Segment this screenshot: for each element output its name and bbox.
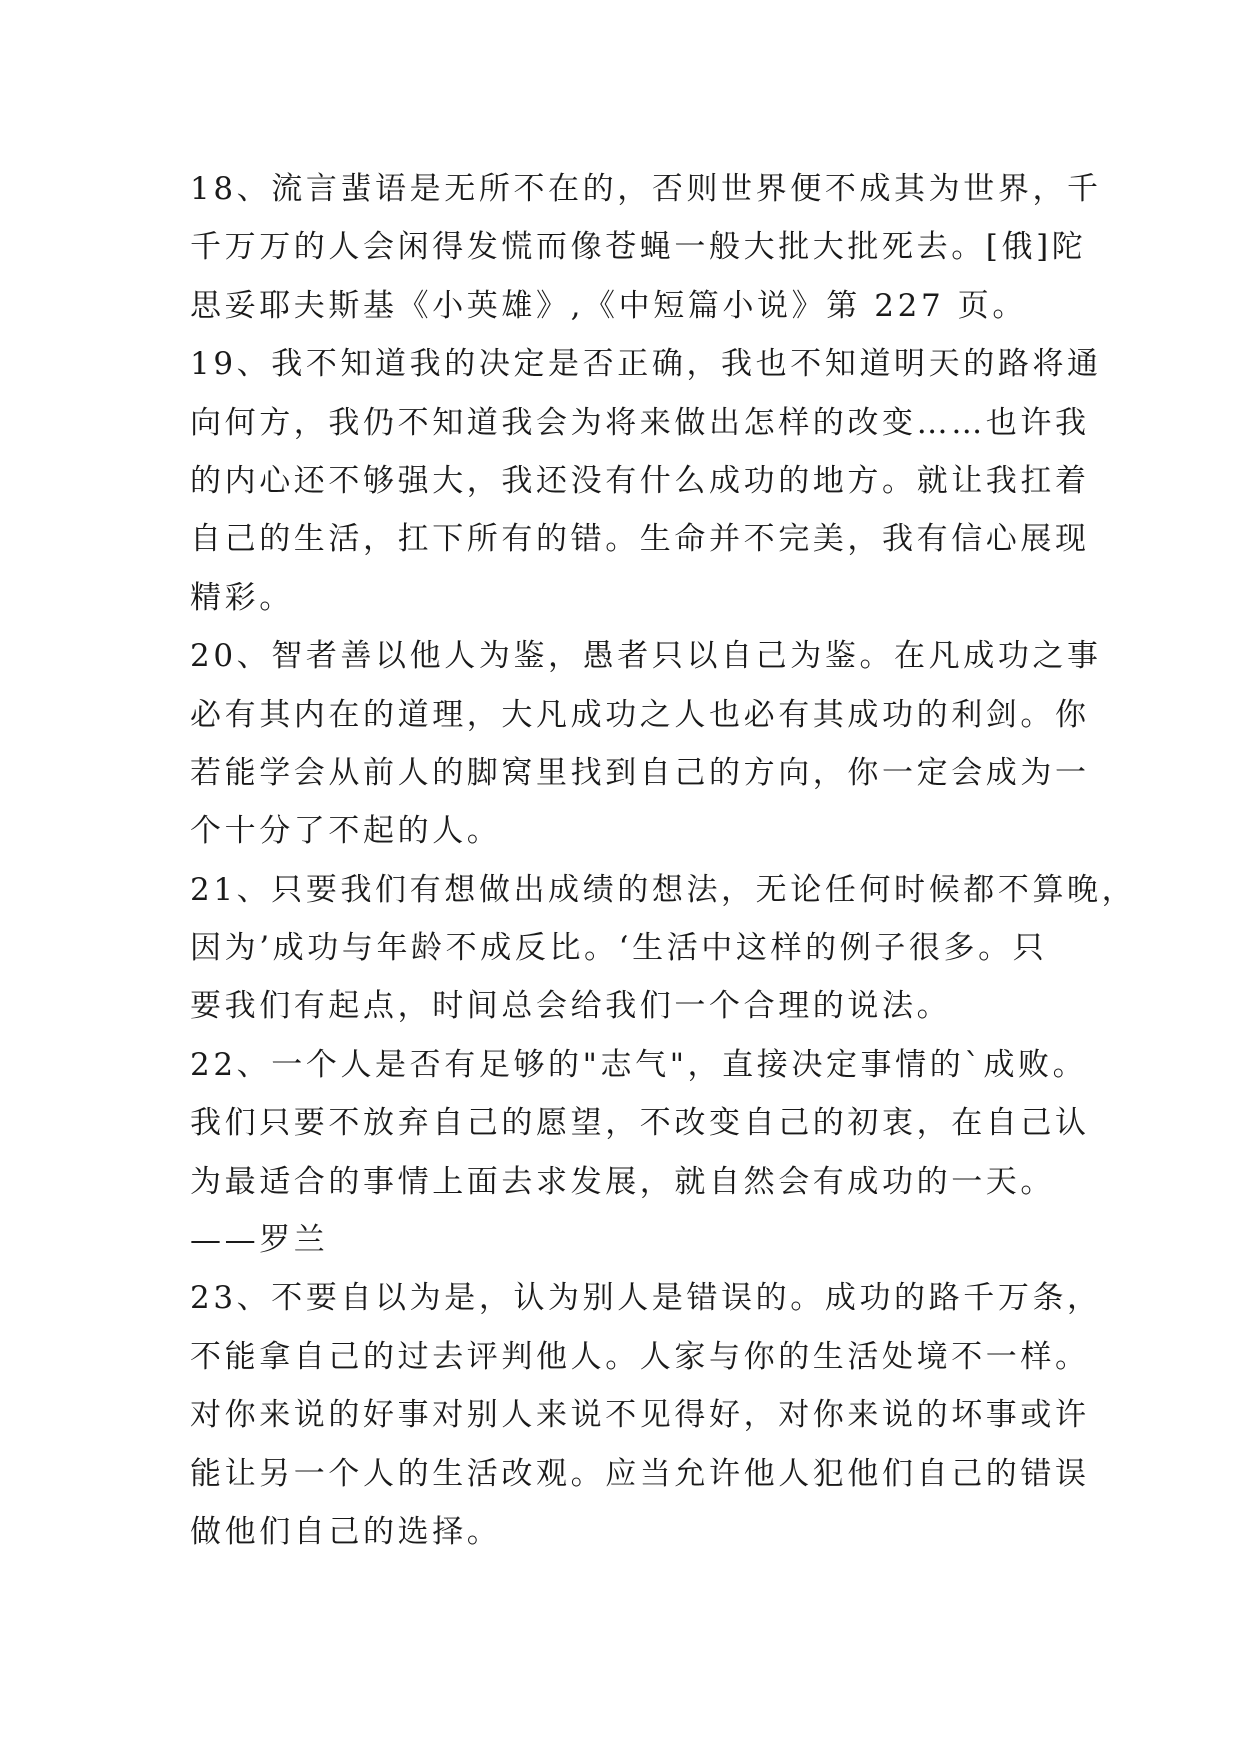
text-line: 为最适合的事情上面去求发展，就自然会有成功的一天。 bbox=[190, 1163, 1055, 1200]
text-line: 不能拿自己的过去评判他人。人家与你的生活处境不一样。 bbox=[190, 1338, 1090, 1375]
text-line: 思妥耶夫斯基《小英雄》,《中短篇小说》第 227 页。 bbox=[190, 287, 1027, 324]
text-line: 精彩。 bbox=[190, 579, 294, 616]
text-line: 因为’成功与年龄不成反比。‘生活中这样的例子很多。只 bbox=[190, 930, 1048, 967]
text-line: 我们只要不放弃自己的愿望，不改变自己的初衷，在自己认 bbox=[190, 1105, 1090, 1142]
text-line: 的内心还不够强大，我还没有什么成功的地方。就让我扛着 bbox=[190, 462, 1090, 499]
text-line: 21、只要我们有想做出成绩的想法，无论任何时候都不算晚， bbox=[190, 871, 1137, 908]
text-line: 要我们有起点，时间总会给我们一个合理的说法。 bbox=[190, 988, 952, 1025]
text-line: 19、我不知道我的决定是否正确，我也不知道明天的路将通 bbox=[190, 346, 1102, 383]
text-line: 个十分了不起的人。 bbox=[190, 813, 502, 850]
text-line: 向何方，我仍不知道我会为将来做出怎样的改变……也许我 bbox=[190, 404, 1090, 441]
text-line: 23、不要自以为是，认为别人是错误的。成功的路千万条， bbox=[190, 1280, 1102, 1317]
text-line: 对你来说的好事对别人来说不见得好，对你来说的坏事或许 bbox=[190, 1397, 1090, 1434]
text-line: 做他们自己的选择。 bbox=[190, 1513, 502, 1550]
document-body bbox=[190, 160, 1137, 1561]
text-line: 必有其内在的道理，大凡成功之人也必有其成功的利剑。你 bbox=[190, 696, 1090, 733]
text-line: 18、流言蜚语是无所不在的，否则世界便不成其为世界，千 bbox=[190, 171, 1102, 207]
text-line: 能让另一个人的生活改观。应当允许他人犯他们自己的错误 bbox=[190, 1455, 1090, 1492]
text-line: ——罗兰 bbox=[190, 1222, 329, 1259]
text-line: 千万万的人会闲得发慌而像苍蝇一般大批大批死去。[俄]陀 bbox=[190, 229, 1087, 266]
text-line: 22、一个人是否有足够的"志气"，直接决定事情的`成败。 bbox=[190, 1046, 1088, 1083]
text-line: 20、智者善以他人为鉴，愚者只以自己为鉴。在凡成功之事 bbox=[190, 638, 1102, 675]
text-line: 若能学会从前人的脚窝里找到自己的方向，你一定会成为一 bbox=[190, 754, 1090, 791]
text-line: 自己的生活，扛下所有的错。生命并不完美，我有信心展现 bbox=[190, 521, 1090, 558]
